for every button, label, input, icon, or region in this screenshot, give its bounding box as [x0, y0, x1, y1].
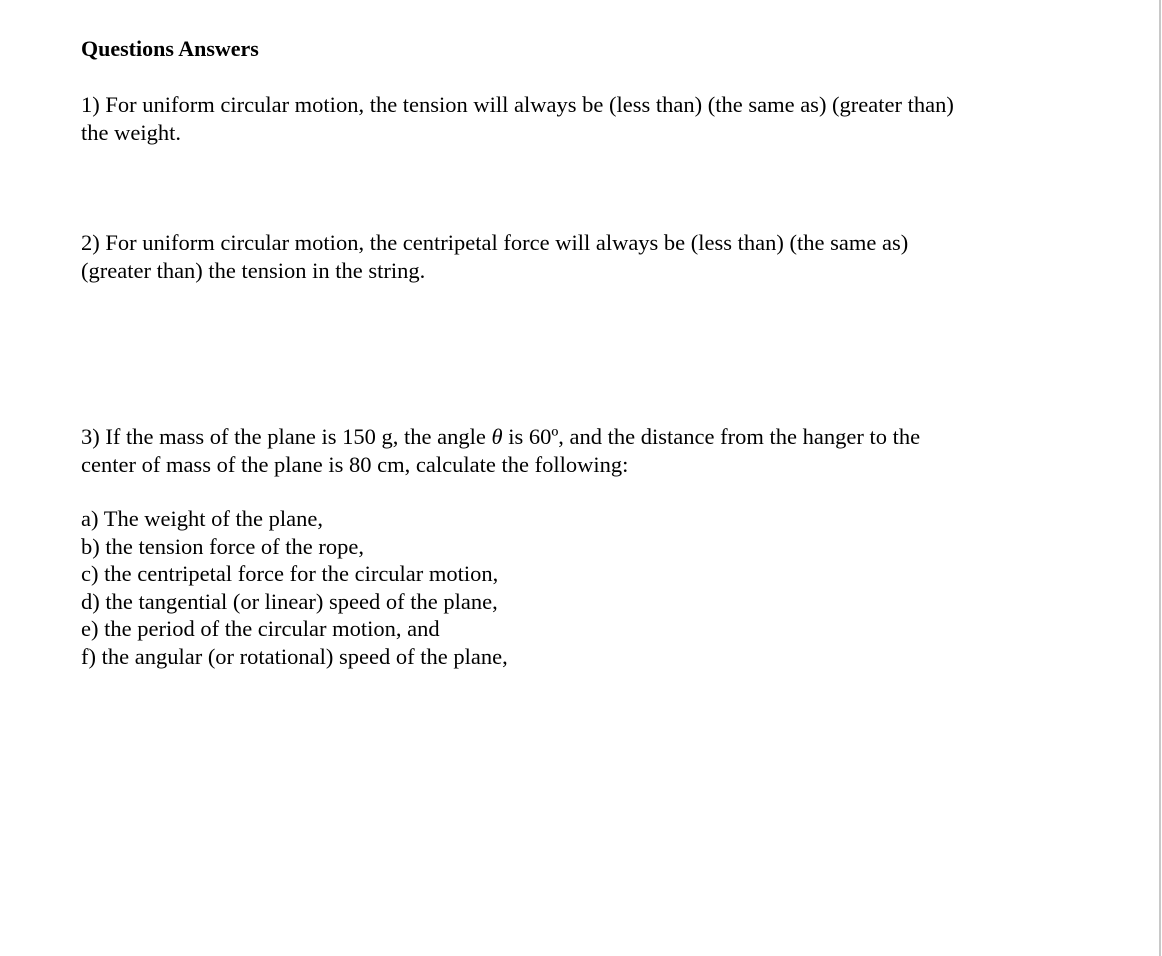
question-3-line-1 [81, 423, 1041, 451]
list-item: b) the tension force of the rope, [81, 533, 365, 559]
theta-symbol: θ [491, 424, 503, 449]
question-3-subquestions [81, 505, 508, 670]
question-3-line-2: center of mass of the plane is 80 cm, calculate the following: [81, 452, 629, 477]
question-3 [81, 423, 1041, 479]
question-2-line-2: (greater than) the tension in the string. [81, 258, 426, 283]
question-2-line-1: 2) For uniform circular motion, the centripetal force will always be (less than) (the same as) [81, 230, 909, 255]
question-3-line-1-end: is 60º, and the distance from the hanger to the [502, 424, 921, 449]
page-edge-divider [1159, 0, 1161, 956]
question-1 [81, 91, 1041, 147]
list-item: a) The weight of the plane, [81, 506, 323, 531]
list-item: c) the centripetal force for the circular motion, [81, 561, 499, 586]
question-1-line-1: 1) For uniform circular motion, the tension will always be (less than) (the same as) (greater than) [81, 92, 954, 117]
list-item: f) the angular (or rotational) speed of the plane, [81, 643, 508, 669]
question-3-line-1-start: 3) If the mass of the plane is 150 g, the angle [81, 424, 492, 449]
question-1-line-2: the weight. [81, 120, 181, 145]
list-item: d) the tangential (or linear) speed of the plane, [81, 588, 498, 614]
page-title: Questions Answers [81, 36, 259, 61]
question-2 [81, 229, 1041, 285]
list-item: e) the period of the circular motion, and [81, 616, 440, 641]
